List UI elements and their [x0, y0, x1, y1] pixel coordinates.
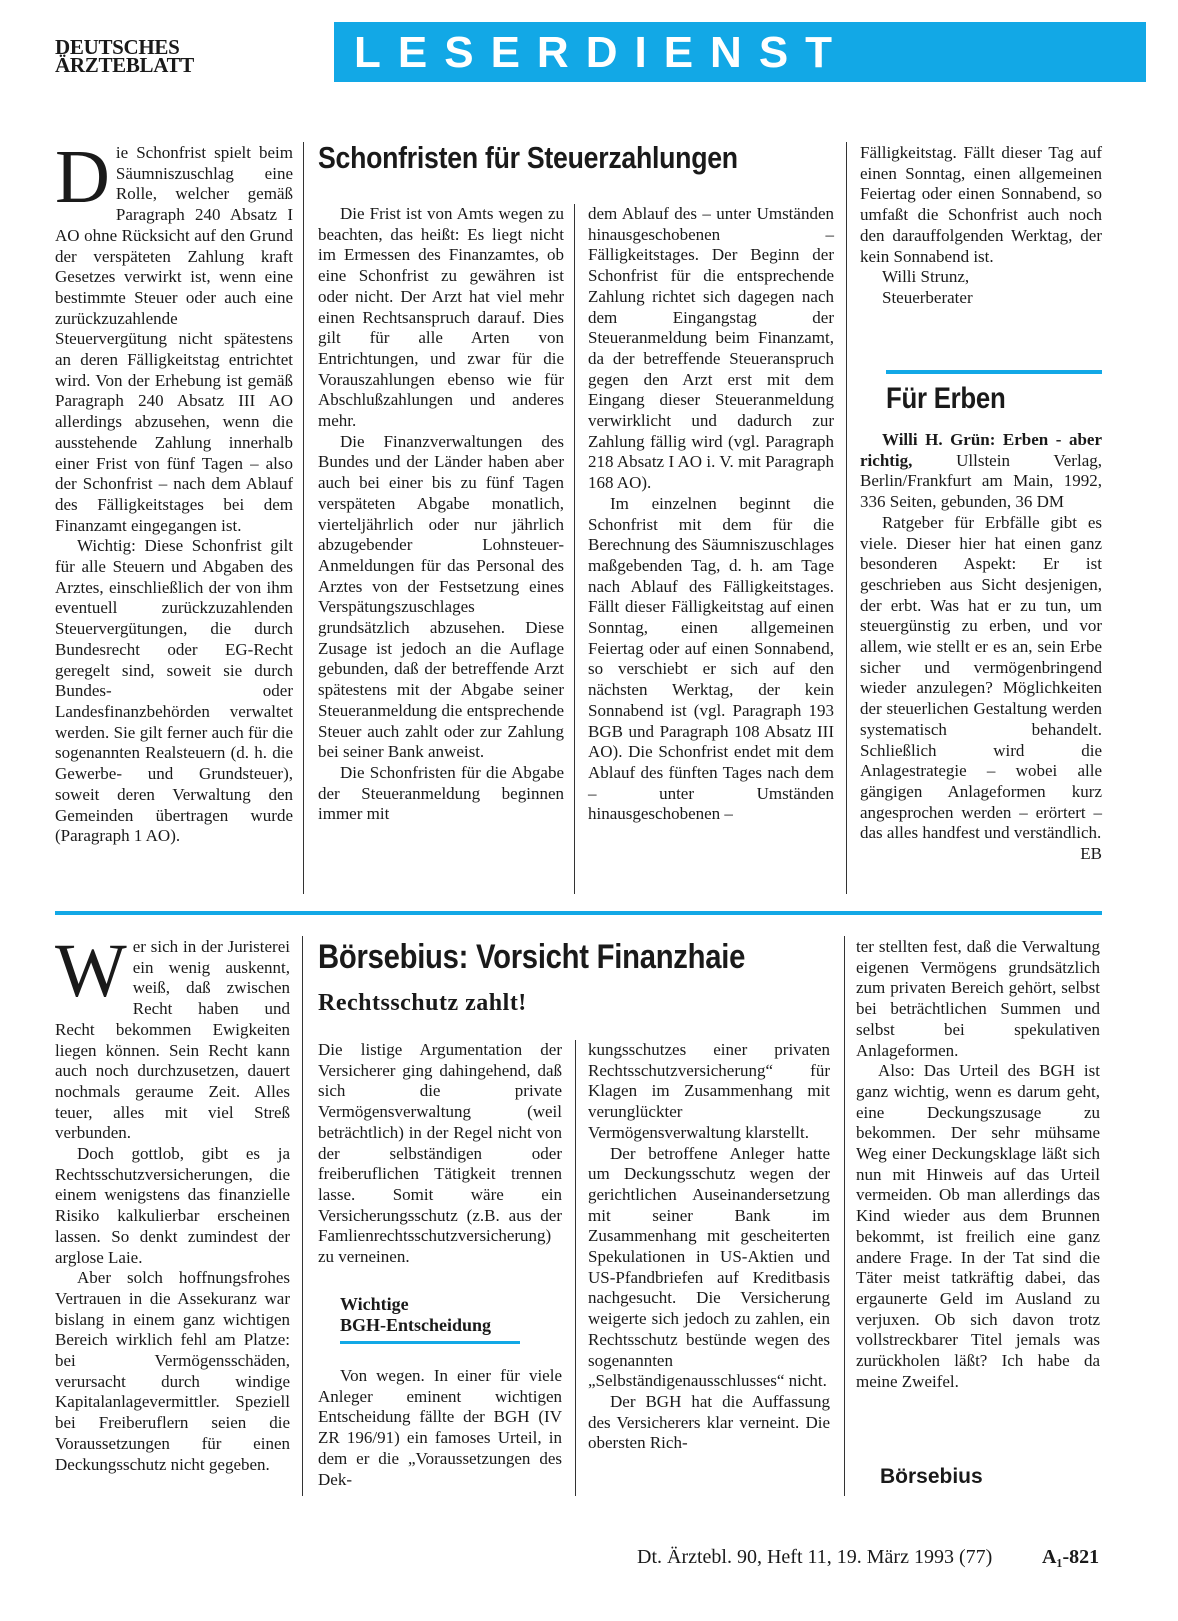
article2-subtitle: Rechtsschutz zahlt!	[318, 990, 527, 1016]
article1-column-1	[55, 135, 293, 847]
book-title: Willi H. Grün: Erben - aber richtig,	[860, 430, 1102, 470]
paragraph: dem Ablauf des – unter Umständen hinausgeschobenen – Fälligkeitstages. Der Beginn der Schonfrist für die entsprechende Zahlung richtet sich dagegen nach dem Eingangstag der Steueranmeldung beim Finanzamt, da der betreffende Steueranspruch gegen den Arzt erst mit dem Eingang dieser Steueranmeldung verwirklicht und dadurch zur Zahlung fällig wird (vgl. Paragraph 218 Absatz I AO i. V. mit Paragraph 168 AO).	[588, 204, 834, 493]
paragraph: ter stellten fest, daß die Verwaltung eigenen Vermögens grundsätzlich zum privaten Bereich gehört, selbst bei beträchtlichen Summen und selbst bei spekulativen Anlageformen.	[856, 937, 1100, 1060]
logo-line-1: DEUTSCHES	[55, 35, 180, 59]
article2-column-2-continued	[318, 1366, 562, 1490]
paragraph: Im einzelnen beginnt die Schonfrist mit dem für die Berechnung des Säumniszuschlages maßgebenden Tag, d. h. am Tage nach Ablauf des Fälligkeitstages. Fällt dieser Fälligkeitstag auf einen Sonntag, einen allgemeinen Feiertag oder auf einen Sonnabend, so verschiebt er sich auf den nächsten Werktag, der kein Sonnabend ist (vgl. Paragraph 193 BGB und Paragraph 108 Absatz III AO). Die Schonfrist endet mit dem Ablauf des fünften Tages nach dem – unter Umständen hinausgeschobenen –	[588, 493, 834, 824]
paragraph: Der betroffene Anleger hatte um Deckungsschutz wegen der gerichtlichen Auseinandersetzung mit seiner Bank im Zusammenhang mit gescheiterten Spekulationen in US-Aktien und US-Pfandbriefen auf Kreditbasis nachgesucht. Die Versicherung weigerte sich jedoch zu zahlen, ein Rechtsschutz bestünde wegen des sogenannten „Selbständigenausschlusses“ nicht.	[588, 1143, 830, 1391]
paragraph: Die Schonfristen für die Abgabe der Steueranmeldung beginnen immer mit	[318, 762, 564, 824]
column-divider	[846, 142, 847, 894]
paragraph: ie Schonfrist spielt beim Säumniszuschlag eine Rolle, welcher gemäß Paragraph 240 Absatz I AO ohne Rücksicht auf den Grund der verspäteten Zahlung kraft Gesetzes verwirkt ist, wenn eine bestimmte Steuer oder auch eine zurückzuzahlende Steuervergütung nicht spätestens an deren Fälligkeitstag entrichtet wird. Von der Erhebung ist gemäß Paragraph 240 Absatz III AO allerdings abzusehen, wenn die ausstehende Zahlung innerhalb einer Frist von fünf Tagen – also der Schonfrist – nach dem Ablauf des Fälligkeitstages bei dem Finanzamt eingegangen ist.	[55, 143, 293, 535]
drop-cap: W	[55, 929, 127, 1013]
paragraph: Doch gottlob, gibt es ja Rechtsschutzversicherungen, die einem wenigstens das finanzielle Risiko kalkulierbar erscheinen lassen. So denkt zumindest der arglose Laie.	[55, 1144, 290, 1267]
column-divider	[574, 204, 575, 894]
book-reference	[860, 430, 1102, 513]
callout-line-2: BGH-Entscheidung	[340, 1315, 492, 1335]
callout-rule	[340, 1341, 520, 1344]
article2-column-2	[318, 1040, 562, 1268]
review-rule	[886, 370, 1102, 374]
footer-citation: Dt. Ärztebl. 90, Heft 11, 19. März 1993 (77)	[637, 1546, 993, 1568]
article2-column-1	[55, 929, 290, 1475]
section-title: LESERDIENST	[354, 28, 850, 77]
review-column	[860, 430, 1102, 865]
paragraph: Die Finanzverwaltungen des Bundes und der Länder haben aber auch bei einer bis zu fünf Tagen verspäteten Abgabe monatlich, vierteljährlich oder nur jährlich abzugebender Lohnsteuer-Anmeldungen für das Personal des Arztes von der Festsetzung eines Verspätungszuschlages grundsätzlich abzusehen. Diese Zusage ist jedoch an die Auflage gebunden, daß der betreffende Arzt spätestens mit der Abgabe seiner Steueranmeldung die entsprechende Steuer auch zahlt oder zur Zahlung bei seiner Bank anweist.	[318, 431, 564, 762]
column-divider	[303, 142, 304, 894]
paragraph: Wichtig: Diese Schonfrist gilt für alle Steuern und Abgaben des Arztes, einschließlich der von ihm eventuell zurückzuzahlenden Steuervergütungen, die durch Bundesrecht oder EG-Recht geregelt sind, soweit sie durch Bundes- oder Landesfinanzbehörden verwaltet werden. Sie gilt ferner auch für die sogenannten Realsteuern (d. h. die Gewerbe- und Grundsteuer), soweit deren Verwaltung den Gemeinden übertragen wurde (Paragraph 1 AO).	[55, 536, 293, 846]
paragraph: Aber solch hoffnungsfrohes Vertrauen in die Assekuranz war bislang in einem ganz wichtigen Bereich wirklich fehl am Platze: bei Vermögensschäden, verursacht durch windige Kapitalanlagevermittler. Speziell bei Freiberuflern seien die Voraussetzungen für einen Deckungsschutz nicht gegeben.	[55, 1268, 290, 1474]
paragraph: Von wegen. In einer für viele Anleger eminent wichtigen Entscheidung fällte der BGH (IV ZR 196/91) ein famoses Urteil, in dem er die „Voraussetzungen des Dek-	[318, 1366, 562, 1489]
article1-column-3	[588, 204, 834, 825]
journal-logo	[55, 35, 194, 77]
paragraph: kungsschutzes einer privaten Rechtsschutzversicherung“ für Klagen im Zusammenhang mit verunglückter Vermögensverwaltung klarstellt.	[588, 1040, 830, 1142]
paragraph: Ratgeber für Erbfälle gibt es viele. Dieser hier hat einen ganz besonderen Aspekt: Er ist geschrieben aus Sicht desjenigen, der erbt. Was hat er zu tun, um steuergünstig zu erben, und vor allem, wie stellt er es an, sein Erbe sicher und vermögenbringend wieder anzulegen? Möglichkeiten der steuerlichen Gestaltung werden systematisch behandelt. Schließlich wird die Anlagestrategie – wobei alle gängigen Anlageformen kurz angesprochen werden – erörtert – das alles handfest und verständlich.	[860, 512, 1102, 843]
callout-box	[340, 1294, 491, 1336]
paragraph: Der BGH hat die Auffassung des Versicherers klar verneint. Die obersten Rich-	[588, 1391, 830, 1453]
article1-column-4	[860, 143, 1102, 309]
column-divider	[844, 936, 845, 1496]
author-role: Steuerberater	[882, 287, 973, 307]
paragraph: er sich in der Juristerei ein wenig auskennt, weiß, daß zwischen Recht haben und Recht bekommen Ewigkeiten liegen können. Sein Recht kann auch noch durchzusetzen, dauert nochmals geraume Zeit. Alles teuer, alles mit viel Streß verbunden.	[55, 937, 290, 1143]
paragraph: Die listige Argumentation der Versicherer ging dahingehend, daß sich die private Vermögensverwaltung (weil beträchtlich) in der Regel nicht von der selbständigen oder freiberuflichen Tätigkeit trennen lasse. Somit wäre ein Versicherungsschutz (z.B. aus der Famlienrechtsschutzversicherung) zu verneinen.	[318, 1040, 562, 1267]
book-details: Ullstein Verlag, Berlin/Frankfurt am Main, 1992, 336 Seiten, gebunden, 36 DM	[860, 450, 1102, 512]
article1-column-2	[318, 204, 564, 825]
page-number: A₁-821	[1042, 1546, 1100, 1568]
logo-line-2: ÄRZTEBLATT	[55, 53, 194, 77]
article2-column-3	[588, 1040, 830, 1454]
author-signature: Börsebius	[880, 1465, 983, 1488]
article1-title: Schonfristen für Steuerzahlungen	[318, 140, 738, 175]
author-name: Willi Strunz,	[882, 267, 970, 287]
review-title: Für Erben	[886, 382, 1006, 415]
article2-column-4	[856, 937, 1100, 1392]
paragraph: Fälligkeitstag. Fällt dieser Tag auf einen Sonntag, einen allgemeinen Feiertag oder einen Sonnabend, so umfaßt die Schonfrist auch noch den darauffolgenden Werktag, der kein Sonnabend ist.	[860, 143, 1102, 266]
column-divider	[575, 1040, 576, 1496]
section-banner	[334, 22, 1146, 82]
review-initials: EB	[1080, 844, 1102, 864]
paragraph: Die Frist ist von Amts wegen zu beachten, das heißt: Es liegt nicht im Ermessen des Finanzamtes, ob eine Schonfrist zu gewähren ist oder nicht. Der Arzt hat viel mehr einen Rechtsanspruch darauf. Dies gilt für alle Arten von Entrichtungen, und zwar für die Vorauszahlungen ebenso wie für Abschlußzahlungen und anderes mehr.	[318, 204, 564, 431]
article-separator	[55, 911, 1102, 915]
article2-title: Börsebius: Vorsicht Finanzhaie	[318, 938, 746, 976]
paragraph: Also: Das Urteil des BGH ist ganz wichtig, wenn es darum geht, eine Deckungszusage zu bekommen. Der sehr mühsame Weg einer Deckungsklage läßt sich nun mit Hinweis auf das Urteil vermeiden. Ob man allerdings das Kind wieder aus dem Brunnen bekommt, ist freilich eine ganz andere Frage. In der Tat sind die Täter meist tatkräftig dabei, das ergaunerte Geld im Ausland zu verjuxen. Ob sich davon trotz vollstreckbarer Titel jemals was zurückholen läßt? Ich habe da meine Zweifel.	[856, 1061, 1100, 1391]
callout-line-1: Wichtige	[340, 1294, 409, 1314]
column-divider	[302, 936, 303, 1496]
drop-cap: D	[55, 135, 110, 219]
